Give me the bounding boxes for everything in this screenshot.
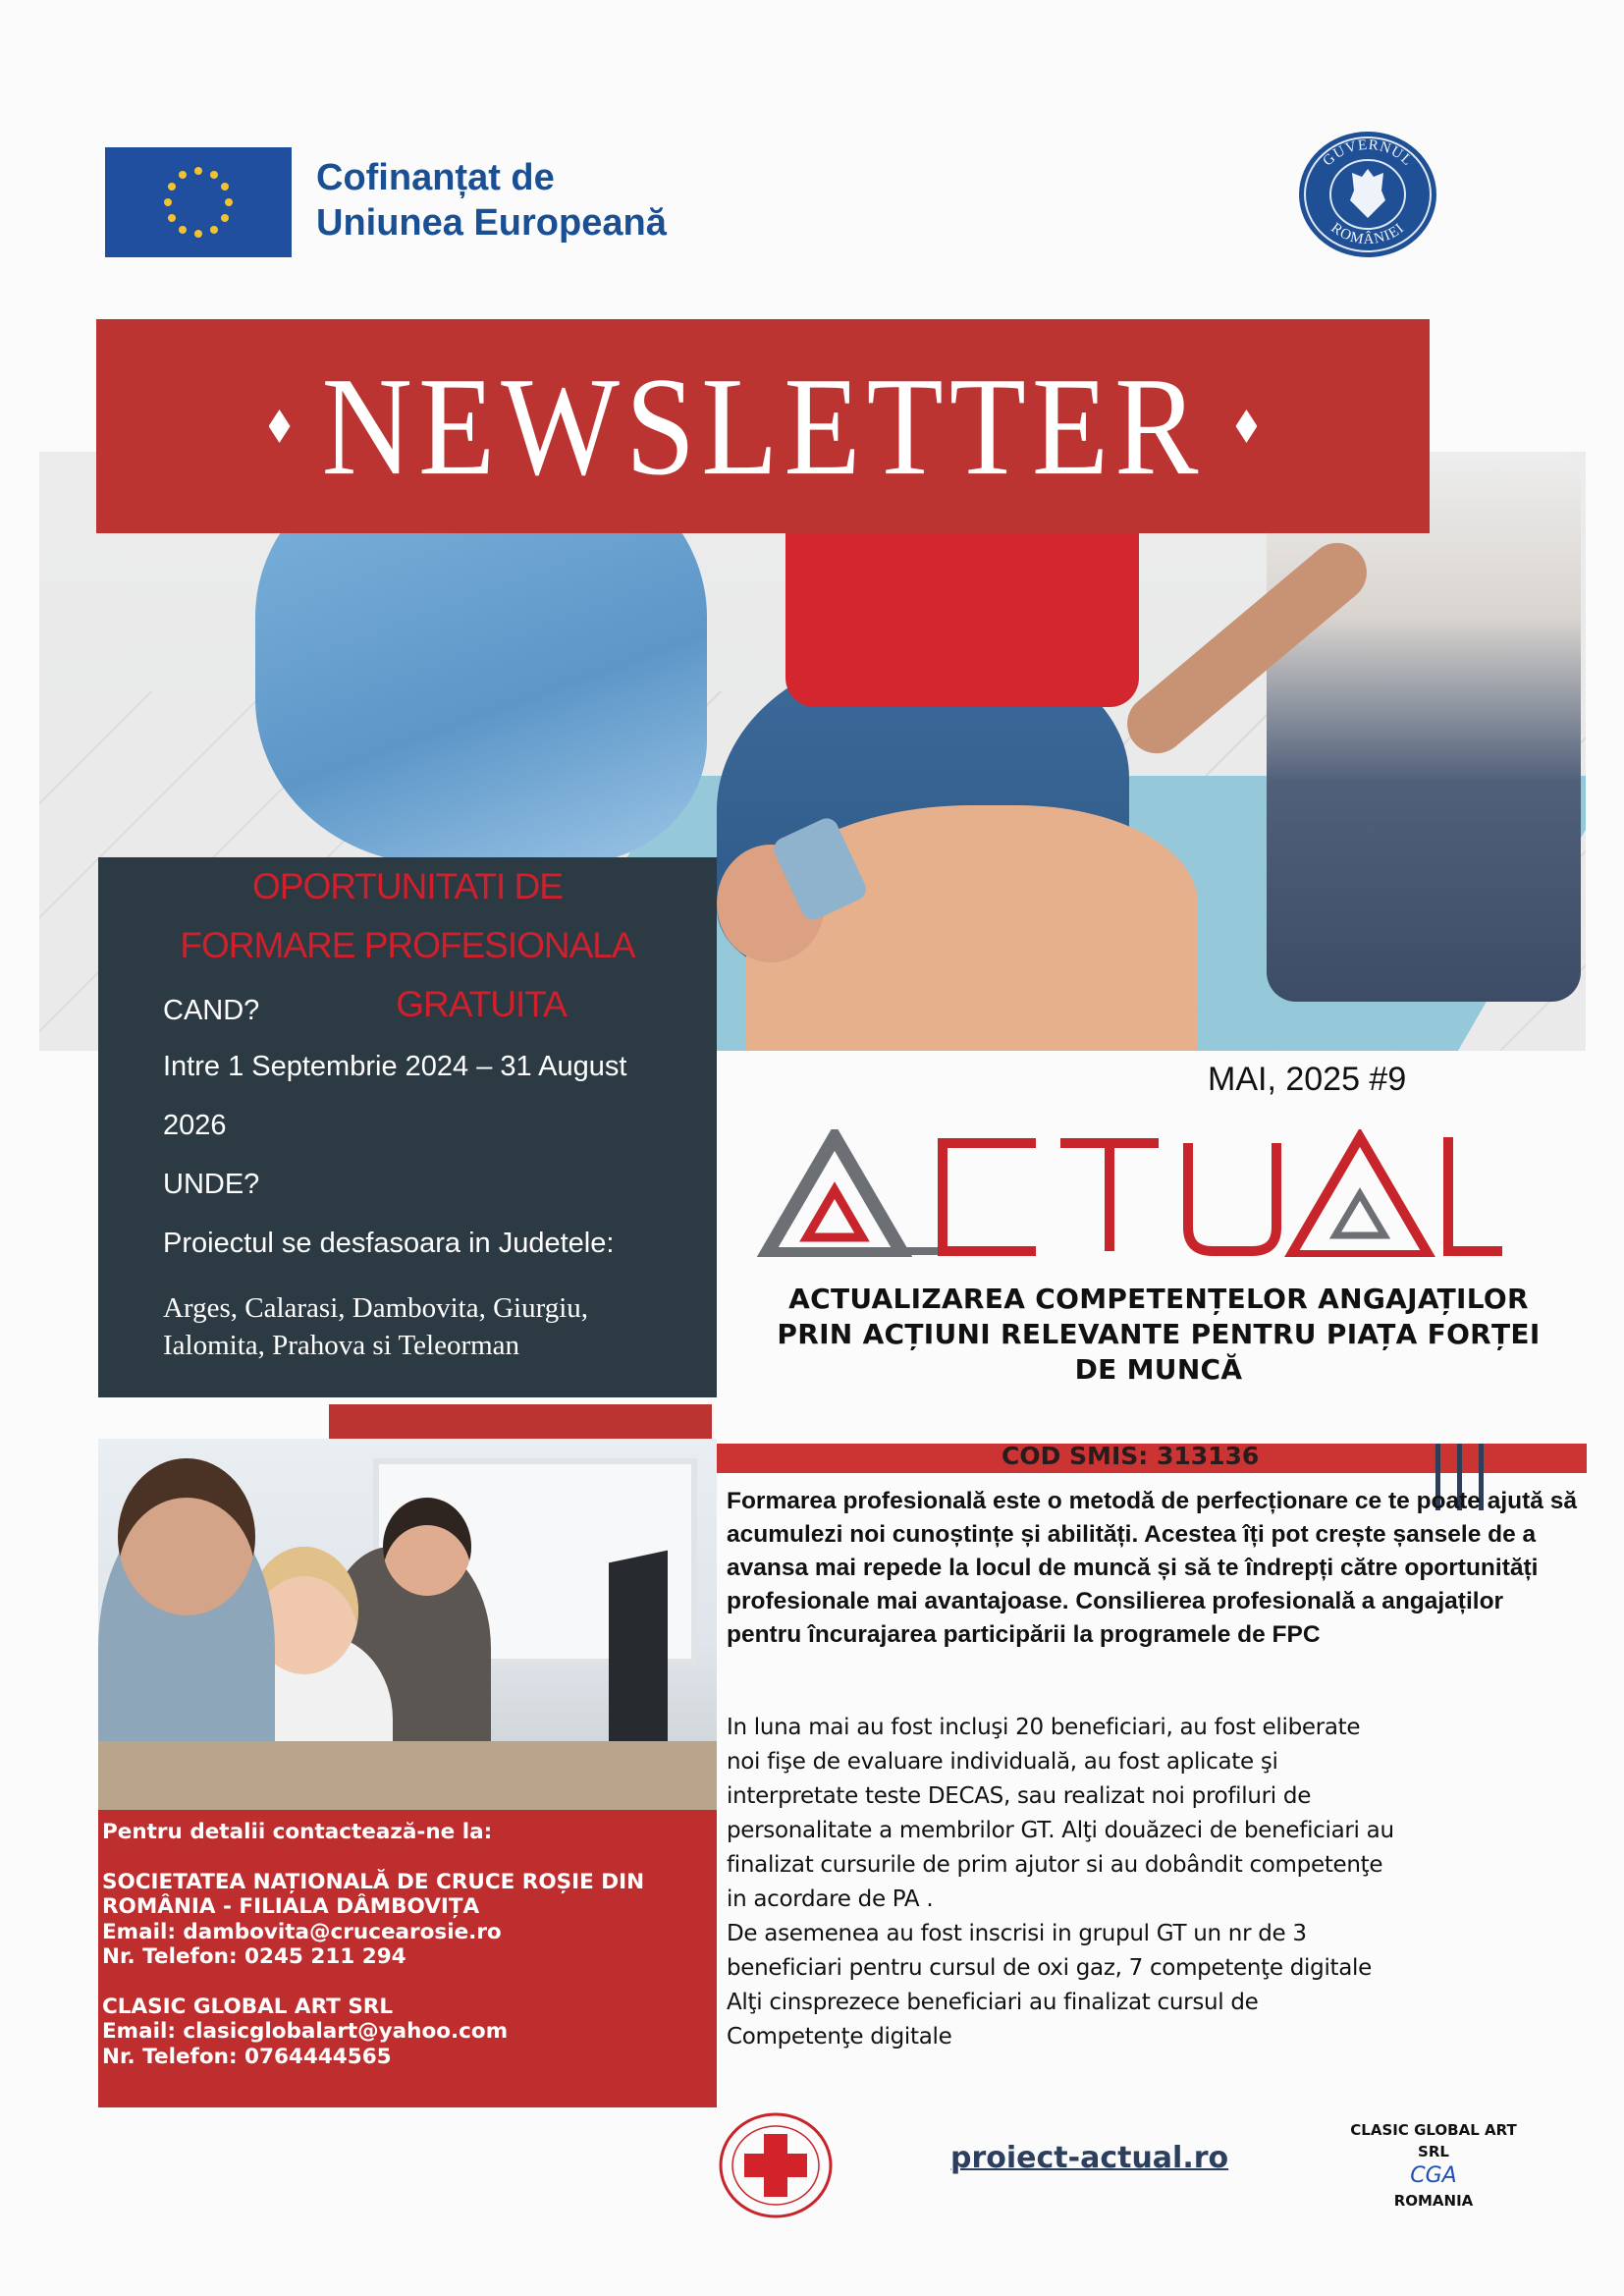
article-line: Alţi cinsprezece beneficiari au finalizat cursul de [727, 1990, 1259, 2015]
svg-text:ROMÂNIEI: ROMÂNIEI [1327, 220, 1408, 248]
smis-code: COD SMIS: 313136 [1001, 1442, 1260, 1470]
eu-flag-icon [105, 147, 292, 257]
project-title-line: DE MUNCĂ [1074, 1353, 1243, 1386]
cga-mark: CGA [1410, 2163, 1457, 2188]
actual-logo [756, 1129, 1502, 1257]
project-title-line: PRIN ACȚIUNI RELEVANTE PENTRU PIAȚA FORȚEI [777, 1318, 1541, 1350]
headline-line: OPORTUNITATI DE [252, 866, 563, 906]
when-value: Intre 1 Septembrie 2024 – 31 August [163, 1051, 627, 1082]
project-title-line: ACTUALIZAREA COMPETENȚELOR ANGAJAȚILOR [788, 1283, 1529, 1315]
government-seal-icon [1294, 126, 1441, 263]
svg-text:GUVERNUL: GUVERNUL [1320, 137, 1416, 170]
where-intro: Proiectul se desfasoara in Judetele: [163, 1228, 615, 1259]
article-line: in acordare de PA . [727, 1886, 934, 1912]
headline-line: FORMARE PROFESIONALA [180, 925, 635, 965]
project-website-link[interactable]: proiect-actual.ro [950, 2141, 1229, 2175]
contact-intro: Pentru detalii contactează-ne la: [102, 1820, 493, 1844]
article-line: Competenţe digitale [727, 2024, 952, 2050]
article-line: De asemenea au fost inscrisi in grupul GT un nr de 3 [727, 1921, 1307, 1946]
article-line: beneficiari pentru cursul de oxi gaz, 7 competenţe digitale [727, 1955, 1372, 1981]
decorative-red-strip [329, 1404, 712, 1439]
counties-line: Ialomita, Prahova si Teleorman [163, 1330, 520, 1361]
diamond-icon [1235, 410, 1257, 443]
project-title [727, 1282, 1591, 1388]
counties-list [163, 1289, 588, 1364]
article-paragraph-2 [727, 1711, 1581, 2054]
article-line: In luna mai au fost incluşi 20 beneficiari, au fost eliberate [727, 1715, 1361, 1740]
cofinanced-line2: Uniunea Europeană [316, 202, 667, 244]
red-cross-logo-icon [707, 2106, 844, 2224]
org2-name: CLASIC GLOBAL ART SRL [102, 1994, 394, 2019]
article-line: finalizat cursurile de prim ajutor si au dobândit competenţe [727, 1852, 1383, 1878]
cga-logo [1335, 2119, 1532, 2212]
diamond-icon [269, 410, 291, 443]
cga-country: ROMANIA [1393, 2192, 1474, 2210]
org1-phone[interactable]: Nr. Telefon: 0245 211 294 [102, 1944, 406, 1969]
headline-line: GRATUITA [396, 984, 567, 1024]
cofinanced-label [316, 155, 667, 246]
article-line: personalitate a membrilor GT. Alţi douăzeci de beneficiari au [727, 1818, 1394, 1843]
cga-company-name: CLASIC GLOBAL ART SRL [1350, 2121, 1517, 2160]
org2-phone[interactable]: Nr. Telefon: 0764444565 [102, 2044, 392, 2069]
training-info-panel [98, 857, 717, 1397]
org1-name: SOCIETATEA NAȚIONALĂ DE CRUCE ROȘIE DIN [102, 1869, 645, 1894]
eu-stars-icon [105, 147, 292, 257]
org1-name-line2: ROMÂNIA - FILIALA DÂMBOVIȚA [102, 1894, 480, 1919]
counties-line: Arges, Calarasi, Dambovita, Giurgiu, [163, 1292, 589, 1324]
article-line: interpretate teste DECAS, sau realizat noi profiluri de [727, 1783, 1312, 1809]
cofinanced-line1: Cofinanțat de [316, 157, 555, 198]
actual-logo-icon [756, 1129, 1502, 1257]
article-line: noi fişe de evaluare individuală, au fost aplicate şi [727, 1749, 1278, 1775]
article-paragraph-1: Formarea profesională este o metodă de perfecționare ce te poate ajută să acumulezi noi cunoștințe și abilități. Acestea îți pot crește șansele de a avansa mai repede la locul de muncă și să te îndrepți către oportunități profesionale mai avantajoase. Consilierea profesională a angajaților pentru încurajarea participării la programele de FPC [727, 1488, 1577, 1648]
issue-label: MAI, 2025 #9 [1208, 1061, 1407, 1098]
org1-email-link[interactable]: Email: dambovita@crucearosie.ro [102, 1919, 502, 1944]
newsletter-title: NEWSLETTER [321, 348, 1205, 505]
when-label: CAND? [163, 995, 260, 1026]
where-label: UNDE? [163, 1169, 260, 1200]
classroom-photo [98, 1439, 717, 1810]
when-value-year: 2026 [163, 1110, 227, 1141]
contact-box [98, 1810, 717, 2107]
org2-email-link[interactable]: Email: clasicglobalart@yahoo.com [102, 2019, 509, 2044]
newsletter-banner [96, 319, 1430, 533]
